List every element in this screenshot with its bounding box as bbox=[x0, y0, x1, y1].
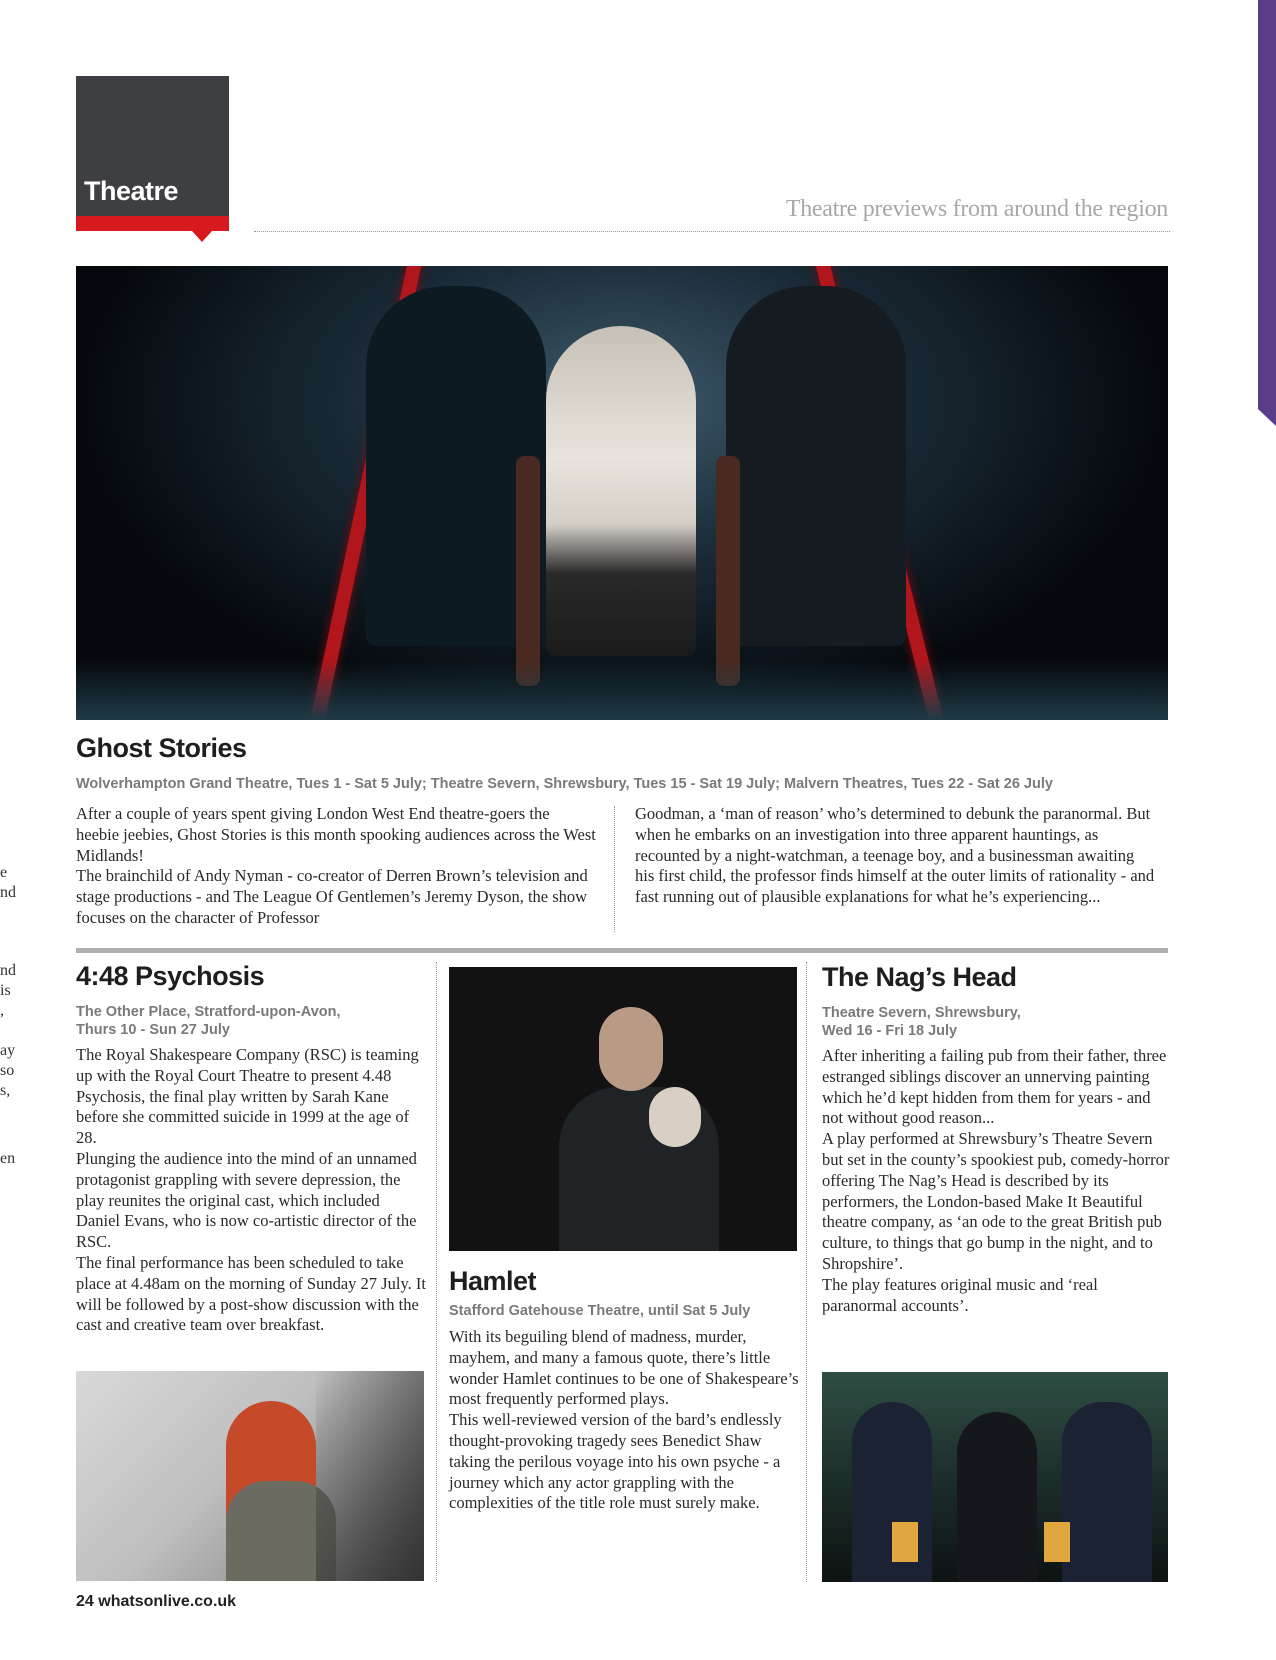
paragraph: The play features original music and ‘real paranormal accounts’. bbox=[822, 1274, 1098, 1315]
psychosis-body bbox=[76, 1045, 426, 1336]
venue-line: Theatre Severn, Shrewsbury, bbox=[822, 1005, 1021, 1021]
adjacent-page-fragment: is bbox=[0, 982, 11, 999]
column-divider bbox=[436, 962, 437, 1582]
nags-head-photo bbox=[822, 1372, 1168, 1582]
header-rule bbox=[254, 231, 1170, 232]
psychosis-photo bbox=[76, 1371, 424, 1581]
page-footer: 24 whatsonlive.co.uk bbox=[76, 1593, 237, 1610]
paragraph: The brainchild of Andy Nyman - co-creator of Derren Brown’s television and stage productions - and The League Of Gentlemen’s Jeremy Dyson, the show focuses on the character of Professor bbox=[76, 866, 588, 927]
psychosis-title: 4:48 Psychosis bbox=[76, 961, 265, 991]
paragraph: Goodman, a ‘man of reason’ who’s determined to debunk the paranormal. But when he embarks on an investigation into three apparent hauntings, as recounted by a night-watchman, a teenage boy, and a businessman awaiting his first child, the professor finds himself at the outer limits of rationality - and fast running out of plausible explanations for what he’s experiencing... bbox=[635, 804, 1155, 907]
adjacent-page-fragment: so bbox=[0, 1062, 15, 1079]
paragraph: A play performed at Shrewsbury’s Theatre Severn but set in the county’s spookiest pub, comedy-horror offering The Nag’s Head is described by its performers, the London-based Make It Beautiful theatre company, as ‘an ode to the great British pub culture, to things that go bump in the night, and to Shropshire’. bbox=[822, 1129, 1170, 1273]
page-edge-tab bbox=[1258, 0, 1276, 426]
psychosis-venue bbox=[76, 1003, 416, 1039]
paragraph: With its beguiling blend of madness, murder, mayhem, and many a famous quote, there’s little wonder Hamlet continues to be one of Shakespeare’s most frequently performed plays. bbox=[449, 1327, 799, 1409]
hamlet-venue: Stafford Gatehouse Theatre, until Sat 5 July bbox=[449, 1303, 751, 1319]
adjacent-page-fragment: e bbox=[0, 864, 8, 881]
venue-line: Wed 16 - Fri 18 July bbox=[822, 1023, 958, 1039]
paragraph: After a couple of years spent giving London West End theatre-goers the heebie jeebies, Ghost Stories is this month spooking audiences across the West Midlands! bbox=[76, 804, 596, 865]
adjacent-page-fragment: , bbox=[0, 1002, 4, 1019]
venue-line: The Other Place, Stratford-upon-Avon, bbox=[76, 1004, 341, 1020]
nags-head-venue bbox=[822, 1004, 1162, 1040]
ghost-stories-title: Ghost Stories bbox=[76, 733, 247, 763]
section-badge-pointer bbox=[192, 231, 212, 242]
hamlet-title: Hamlet bbox=[449, 1266, 537, 1296]
ghost-stories-venue: Wolverhampton Grand Theatre, Tues 1 - Sat 5 July; Theatre Severn, Shrewsbury, Tues 15 - Sat 19 July; Malvern Theatres, Tues 22 - Sat 26 July bbox=[76, 776, 1053, 792]
paragraph: Plunging the audience into the mind of an unnamed protagonist grappling with severe depression, the play reunites the original cast, which included Daniel Evans, who is now co-artistic director of the RSC. bbox=[76, 1148, 417, 1252]
hamlet-body bbox=[449, 1327, 799, 1514]
paragraph: This well-reviewed version of the bard’s endlessly thought-provoking tragedy sees Benedict Shaw taking the perilous voyage into his own psyche - a journey which any actor grappling with the complexities of the title role must surely make. bbox=[449, 1410, 782, 1513]
ghost-stories-body-col1 bbox=[76, 804, 596, 929]
adjacent-page-fragment: ay bbox=[0, 1042, 16, 1059]
adjacent-page-fragment: nd bbox=[0, 884, 16, 901]
section-label: Theatre bbox=[84, 176, 179, 206]
paragraph: After inheriting a failing pub from their father, three estranged siblings discover an unnerving painting which he’d kept hidden from them for years - and not without good reason... bbox=[822, 1046, 1167, 1128]
adjacent-page-fragment: nd bbox=[0, 962, 16, 979]
section-badge-bar bbox=[76, 216, 229, 231]
ghost-stories-body-col2 bbox=[635, 804, 1155, 908]
section-subtitle: Theatre previews from around the region bbox=[785, 196, 1168, 222]
section-rule bbox=[76, 948, 1168, 953]
nags-head-title: The Nag’s Head bbox=[822, 962, 1017, 992]
adjacent-page-fragment: en bbox=[0, 1150, 16, 1167]
nags-head-body bbox=[822, 1046, 1172, 1316]
paragraph: The Royal Shakespeare Company (RSC) is teaming up with the Royal Court Theatre to present 4.48 Psychosis, the final play written by Sarah Kane before she committed suicide in 1999 at the age of 28. bbox=[76, 1045, 419, 1148]
venue-line: Thurs 10 - Sun 27 July bbox=[76, 1022, 230, 1038]
column-divider bbox=[806, 962, 807, 1582]
paragraph: The final performance has been scheduled to take place at 4.48am on the morning of Sunday 27 July. It will be followed by a post-show discussion with the cast and creative team over breakfast. bbox=[76, 1252, 426, 1335]
column-divider bbox=[614, 806, 615, 932]
adjacent-page-fragment: s, bbox=[0, 1082, 11, 1099]
hamlet-photo bbox=[449, 967, 797, 1251]
ghost-stories-hero-image bbox=[76, 266, 1168, 720]
